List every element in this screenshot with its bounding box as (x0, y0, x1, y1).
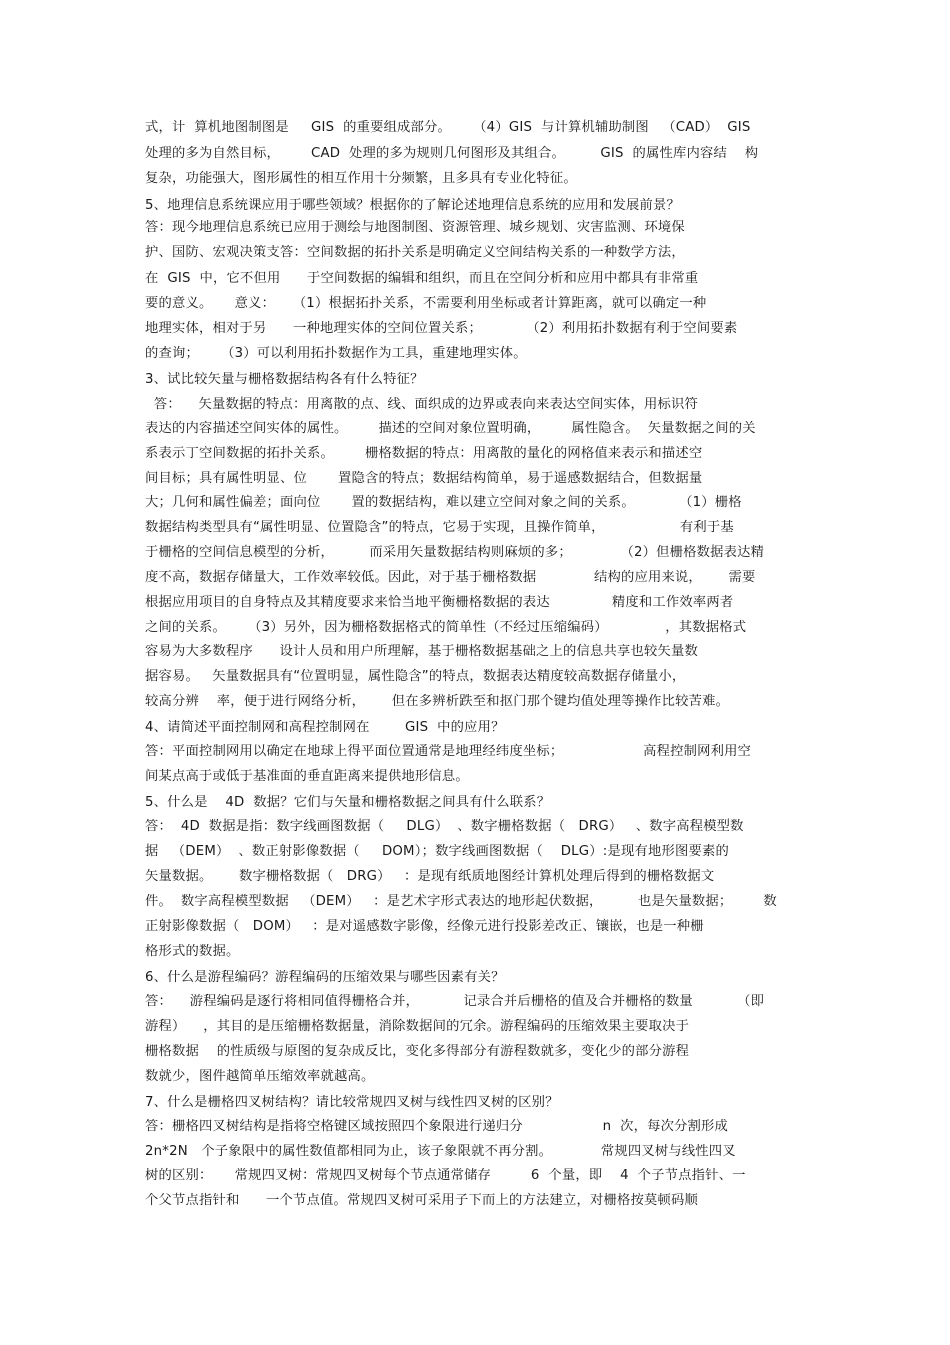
text-line: 容易为大多数程序 设计人员和用户所理解，基于栅格数据基础之上的信息共享也较矢量数 (145, 644, 698, 659)
text-line: 2n*2N 个子象限中的属性数值都相同为止，该子象限就不再分割。 常规四叉树与线性四叉 (145, 1144, 736, 1159)
text-line: 要的意义。 意义： （1）根据拓扑关系，不需要利用坐标或者计算距离，就可以确定一种 (145, 296, 707, 311)
text-line: 护、国防、宏观决策支答：空间数据的拓扑关系是明确定义空间结构关系的一种数学方法， (145, 245, 685, 260)
text-line: 在 GIS 中，它不但用 于空间数据的编辑和组织，而且在空间分析和应用中都具有非常重 (145, 271, 699, 286)
text-line: 答：栅格四叉树结构是指将空格键区域按照四个象限进行递归分 n 次，每次分割形成 (145, 1119, 729, 1134)
text-line: 数据结构类型具有“属性明显、位置隐含”的特点，它易于实现，且操作简单， 有利于基 (145, 520, 734, 535)
text-line: 据 （DEM） 、数正射影像数据（ DOM）；数字线画图数据（ DLG）:是现有地形图要素的 (145, 844, 729, 859)
question-heading: 6、什么是游程编码？游程编码的压缩效果与哪些因素有关？ (145, 970, 505, 985)
question-heading: 5、地理信息系统课应用于哪些领域？根据你的了解论述地理信息系统的应用和发展前景？ (145, 198, 681, 213)
text-line: 较高分辨 率，便于进行网络分析， 但在多辨析跌至和抠门那个键均值处理等操作比较苦难。 (145, 694, 730, 709)
text-line: 答： 4D 数据是指：数字线画图数据（ DLG） 、数字栅格数据（ DRG） 、数字高程模型数 (145, 819, 744, 834)
text-line: 游程） ，其目的是压缩栅格数据量，消除数据间的冗余。游程编码的压缩效果主要取决于 (145, 1019, 690, 1034)
text-line: 矢量数据。 数字栅格数据（ DRG） ：是现有纸质地图经计算机处理后得到的栅格数据文 (145, 869, 715, 884)
text-line: 大；几何和属性偏差；面向位 置的数据结构，难以建立空间对象之间的关系。 （1）栅格 (145, 495, 742, 510)
text-line: 处理的多为自然目标， CAD 处理的多为规则几何图形及其组合。 GIS 的属性库内容结 构 (145, 146, 759, 161)
text-line: 答：平面控制网用以确定在地球上得平面位置通常是地理经纬度坐标； 高程控制网利用空 (145, 744, 752, 759)
text-line: 答：现今地理信息系统已应用于测绘与地图制图、资源管理、城乡规划、灾害监测、环境保 (145, 220, 685, 235)
text-line: 根据应用项目的自身特点及其精度要求来恰当地平衡栅格数据的表达 精度和工作效率两者 (145, 595, 734, 610)
text-line: 之间的关系。 （3）另外，因为栅格数据格式的简单性（不经过压缩编码） ，其数据格式 (145, 620, 747, 635)
text-line: 格形式的数据。 (145, 944, 240, 959)
text-line: 系表示丁空间数据的拓扑关系。 栅格数据的特点：用离散的量化的网格值来表示和描述空 (145, 446, 703, 461)
text-line: 地理实体，相对于另 一种地理实体的空间位置关系； （2）利用拓扑数据有利于空间要素 (145, 321, 738, 336)
text-line: 表达的内容描述空间实体的属性。 描述的空间对象位置明确， 属性隐含。 矢量数据之间的关 (145, 421, 756, 436)
question-heading: 7、什么是栅格四叉树结构？请比较常规四叉树与线性四叉树的区别？ (145, 1095, 559, 1110)
text-line: 间目标；具有属性明显、位 置隐含的特点；数据结构简单，易于遥感数据结合，但数据量 (145, 471, 703, 486)
text-line: 正射影像数据（ DOM） ：是对遥感数字影像，经像元进行投影差改正、镶嵌，也是一种栅 (145, 919, 704, 934)
text-line: 数就少，图件越简单压缩效率就越高。 (145, 1069, 375, 1084)
text-line: 间某点高于或低于基准面的垂直距离来提供地形信息。 (145, 769, 469, 784)
text-line: 答： 游程编码是逐行将相同值得栅格合并， 记录合并后栅格的值及合并栅格的数量 （即 (145, 994, 765, 1009)
question-heading: 5、什么是 4D 数据？它们与矢量和栅格数据之间具有什么联系？ (145, 795, 551, 810)
text-line: 个父节点指针和 一个节点值。常规四叉树可采用子下而上的方法建立，对栅格按莫顿码顺 (145, 1193, 698, 1208)
text-line: 式，计 算机地图制图是 GIS 的重要组成部分。 （4）GIS 与计算机辅助制图 （CAD） GIS (145, 120, 751, 135)
question-heading: 4、请简述平面控制网和高程控制网在 GIS 中的应用？ (145, 720, 505, 735)
text-line: 栅格数据 的性质级与原图的复杂成反比，变化多得部分有游程数就多，变化少的部分游程 (145, 1044, 690, 1059)
text-line: 于栅格的空间信息模型的分析， 而采用矢量数据结构则麻烦的多； （2）但栅格数据表达精 (145, 545, 765, 560)
text-line: 度不高，数据存储量大，工作效率较低。因此，对于基于栅格数据 结构的应用来说， 需要 (145, 570, 756, 585)
text-line: 据容易。 矢量数据具有“位置明显，属性隐含”的特点，数据表达精度较高数据存储量小， (145, 669, 686, 684)
text-line: 复杂，功能强大，图形属性的相互作用十分频繁，且多具有专业化特征。 (145, 171, 577, 186)
text-line: 树的区别： 常规四叉树：常规四叉树每个节点通常储存 6 个量，即 4 个子节点指针、一 (145, 1168, 746, 1183)
text-line: 答： 矢量数据的特点：用离散的点、线、面织成的边界或表向来表达空间实体，用标识符 (145, 397, 698, 412)
text-line: 的查询； （3）可以利用拓扑数据作为工具，重建地理实体。 (145, 346, 527, 361)
question-heading: 3、试比较矢量与栅格数据结构各有什么特征？ (145, 372, 424, 387)
text-line: 件。 数字高程模型数据 （DEM） ：是艺术字形式表达的地形起伏数据， 也是矢量数据； 数 (145, 894, 777, 909)
